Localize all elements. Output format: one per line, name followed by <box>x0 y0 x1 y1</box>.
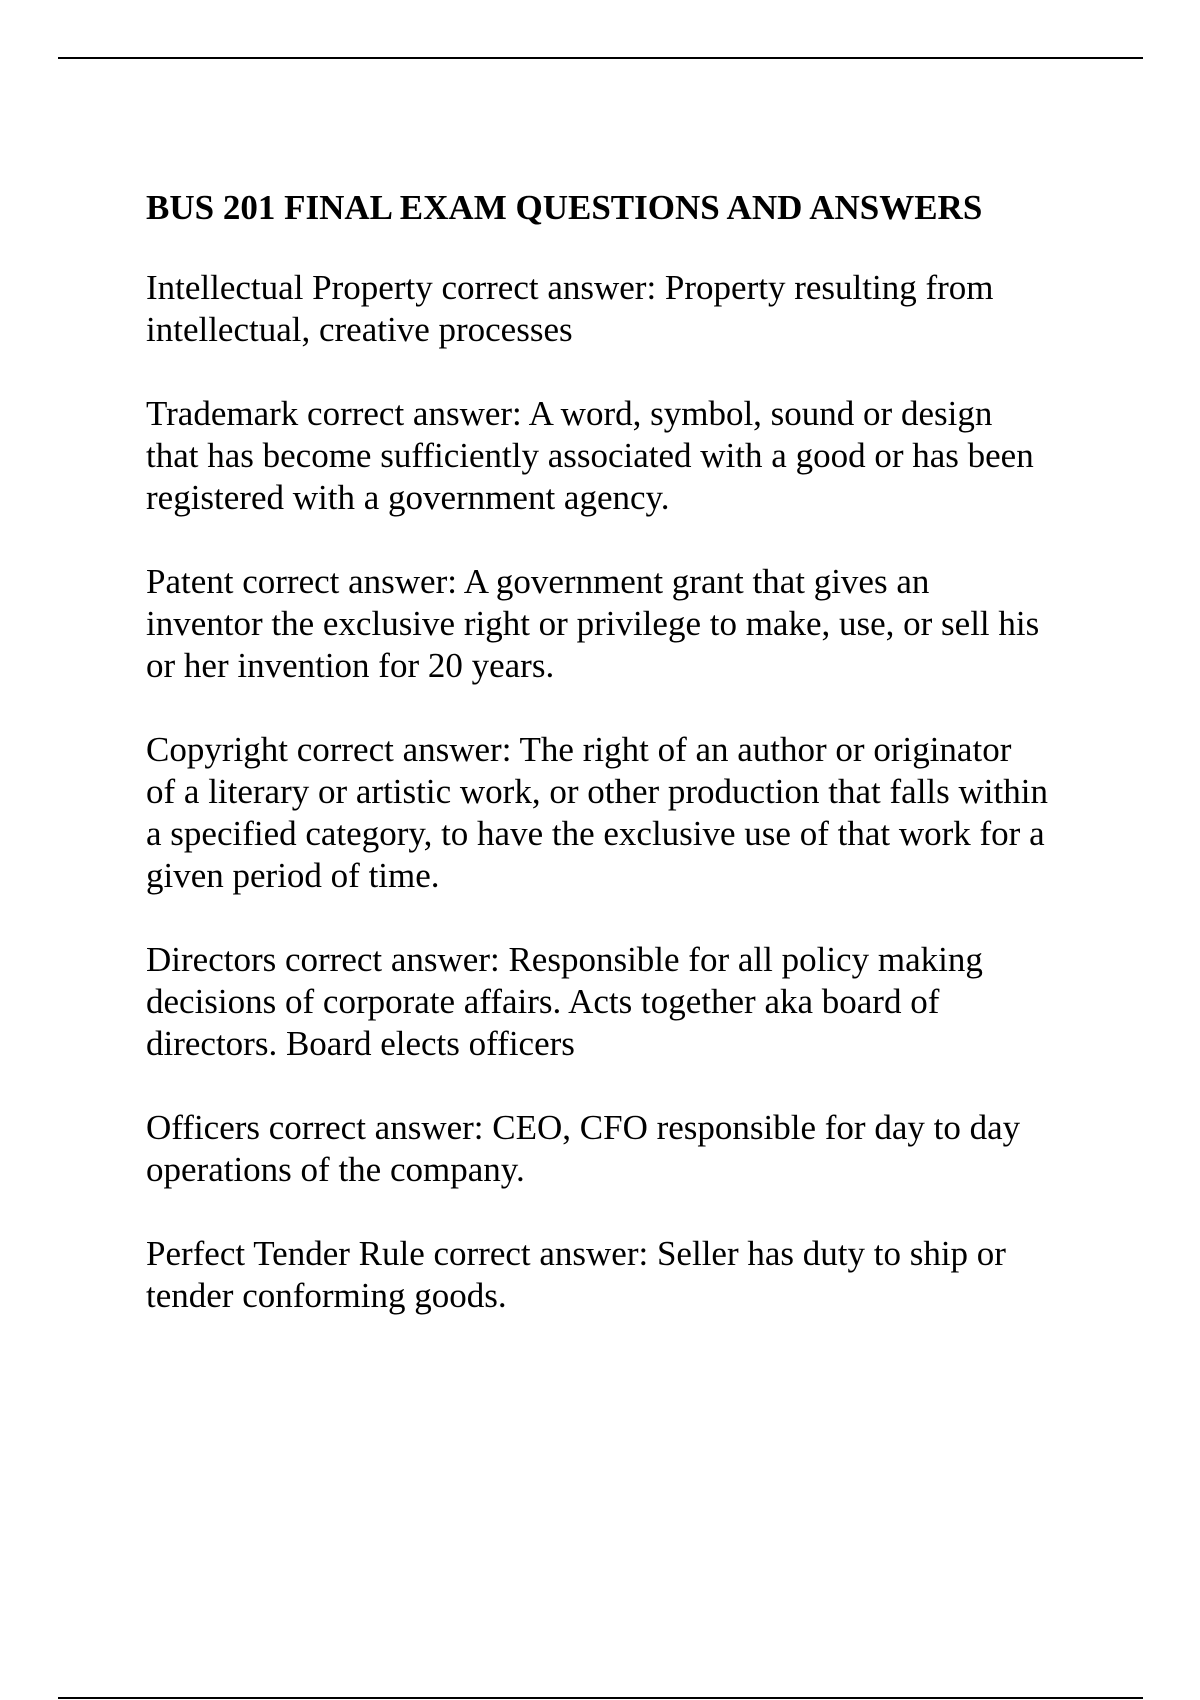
entry-line: operations of the company. <box>146 1150 525 1189</box>
entry-line: Perfect Tender Rule correct answer: Seller has duty to ship or <box>146 1234 1006 1273</box>
document-title: BUS 201 FINAL EXAM QUESTIONS AND ANSWERS <box>146 188 983 227</box>
entry-line: or her invention for 20 years. <box>146 646 555 685</box>
entry-line: Intellectual Property correct answer: Property resulting from <box>146 268 994 307</box>
entry-line: given period of time. <box>146 856 440 895</box>
entry-line: Patent correct answer: A government grant that gives an <box>146 562 930 601</box>
entry-line: intellectual, creative processes <box>146 310 573 349</box>
entry-trademark <box>146 393 1106 519</box>
bottom-divider <box>58 1697 1143 1699</box>
entry-line: Trademark correct answer: A word, symbol, sound or design <box>146 394 993 433</box>
entry-line: decisions of corporate affairs. Acts together aka board of <box>146 982 940 1021</box>
entry-line: registered with a government agency. <box>146 478 670 517</box>
entry-officers <box>146 1107 1106 1191</box>
entry-line: directors. Board elects officers <box>146 1024 575 1063</box>
entry-perfect-tender-rule <box>146 1233 1106 1317</box>
entry-line: of a literary or artistic work, or other production that falls within <box>146 772 1048 811</box>
entry-line: Officers correct answer: CEO, CFO responsible for day to day <box>146 1108 1021 1147</box>
entry-copyright <box>146 729 1106 897</box>
entry-line: inventor the exclusive right or privilege to make, use, or sell his <box>146 604 1040 643</box>
document-body <box>146 187 1106 1359</box>
top-divider <box>58 57 1143 59</box>
entry-directors <box>146 939 1106 1065</box>
entry-line: Directors correct answer: Responsible for all policy making <box>146 940 983 979</box>
entry-line: a specified category, to have the exclusive use of that work for a <box>146 814 1045 853</box>
entry-line: that has become sufficiently associated with a good or has been <box>146 436 1034 475</box>
entry-intellectual-property <box>146 267 1106 351</box>
entry-line: tender conforming goods. <box>146 1276 507 1315</box>
entry-patent <box>146 561 1106 687</box>
entry-line: Copyright correct answer: The right of an author or originator <box>146 730 1012 769</box>
